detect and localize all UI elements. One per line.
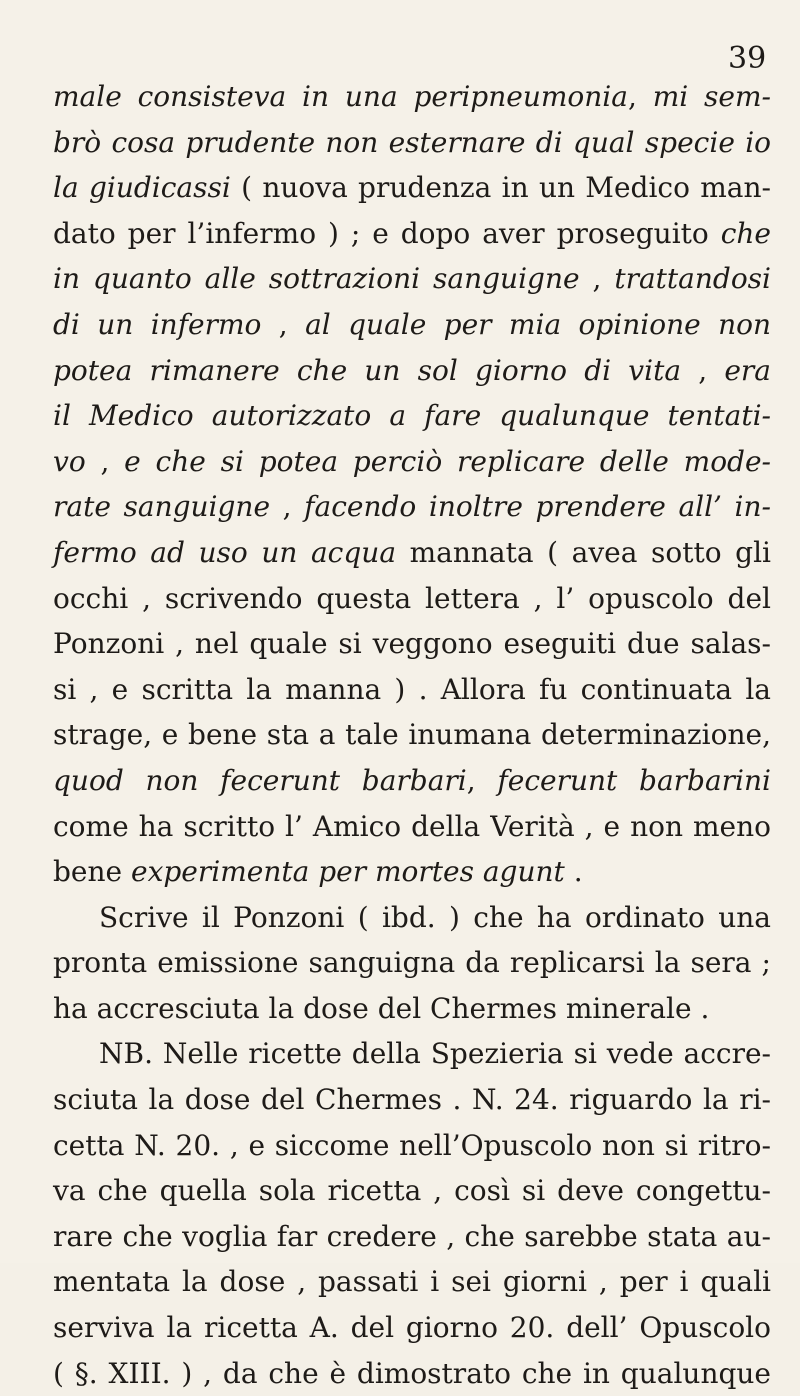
roman-text: . [564, 855, 583, 889]
text-line [53, 302, 771, 348]
text-line [53, 804, 771, 850]
text-line [53, 986, 771, 1032]
text-line [53, 576, 771, 622]
text-line [53, 484, 771, 530]
italic-text: trattandosi [614, 262, 772, 296]
roman-text: , [261, 307, 306, 341]
text-line [53, 712, 771, 758]
italic-text: rate sanguigne [53, 490, 271, 524]
text-line [53, 1123, 771, 1169]
roman-text: , [466, 763, 498, 797]
page-number: 39 [728, 41, 767, 76]
italic-text: brò cosa prudente non esternare di qual specie io [53, 125, 771, 159]
roman-text: , [681, 353, 725, 387]
roman-text: , [85, 444, 125, 478]
roman-text: va che quella sola ricetta , così si deve congettu- [53, 1174, 771, 1208]
text-line [53, 849, 771, 895]
roman-text: dato per l’infermo ) ; e dopo aver proseguito [53, 216, 721, 250]
roman-text: Scrive il Ponzoni ( ibd. ) che ha ordinato una [99, 900, 771, 934]
body-text [53, 74, 771, 1396]
text-line [53, 393, 771, 439]
text-line [53, 165, 771, 211]
roman-text: rare che voglia far credere , che sarebbe stata au- [53, 1219, 771, 1253]
roman-text: , [270, 490, 305, 524]
text-line [53, 439, 771, 485]
text-line [53, 895, 771, 941]
text-line [53, 256, 771, 302]
roman-text: serviva la ricetta A. del giorno 20. dell’ Opuscolo [53, 1311, 771, 1345]
italic-text: fermo ad uso un acqua [53, 535, 397, 569]
roman-text: bene [53, 855, 131, 889]
text-line [53, 1305, 771, 1351]
text-line [53, 940, 771, 986]
text-line [53, 74, 771, 120]
italic-text: male consisteva in una peripneumonia [53, 80, 628, 113]
italic-text: e che si potea perciò replicare delle mode- [124, 444, 772, 478]
italic-text: la giudicassi [53, 171, 231, 205]
text-line [53, 1077, 771, 1123]
italic-text: di un infermo [53, 307, 262, 341]
roman-text: ( nuova prudenza in un Medico man- [230, 171, 771, 205]
italic-text: il Medico autorizzato a fare qualunque tentati- [53, 399, 771, 433]
italic-text: fecerunt barbarini [497, 763, 771, 797]
text-line [53, 530, 771, 576]
text-line [53, 621, 771, 667]
roman-text: NB. Nelle ricette della Spezieria si vede accre- [99, 1037, 771, 1071]
text-line [53, 667, 771, 713]
text-line [53, 758, 771, 804]
italic-text: quod non fecerunt barbari [53, 763, 467, 797]
roman-text: come ha scritto l’ Amico della Verità , e non meno [53, 809, 771, 843]
roman-text: pronta emissione sanguigna da replicarsi la sera ; [53, 946, 771, 980]
text-line [53, 120, 771, 166]
italic-text: vo [53, 444, 86, 478]
text-line [53, 1351, 771, 1396]
roman-text: strage, e bene sta a tale inumana determinazione, [53, 718, 771, 752]
text-line [53, 1214, 771, 1260]
text-line [53, 211, 771, 257]
text-line [53, 1168, 771, 1214]
roman-text: cetta N. 20. , e siccome nell’Opuscolo non si ritro- [53, 1128, 771, 1162]
roman-text: Ponzoni , nel quale si veggono eseguiti due salas- [53, 627, 771, 661]
roman-text: si , e scritta la manna ) . Allora fu continuata la [53, 672, 771, 706]
italic-text: al quale per mia opinione non [305, 307, 772, 341]
roman-text: occhi , scrivendo questa lettera , l’ opuscolo del [53, 581, 771, 615]
text-line [53, 348, 771, 394]
italic-text: potea rimanere che un sol giorno di vita [53, 353, 682, 387]
roman-text: ha accresciuta la dose del Chermes minerale . [53, 991, 710, 1025]
text-line [53, 1031, 771, 1077]
roman-text: sciuta la dose del Chermes . N. 24. riguardo la ri- [53, 1083, 771, 1117]
italic-text: in quanto alle sottrazioni sanguigne [53, 262, 580, 296]
roman-text: ( §. XIII. ) , da che è dimostrato che in qualunque [53, 1356, 771, 1390]
italic-text: era [724, 353, 771, 387]
italic-text: mi sem- [652, 80, 771, 113]
roman-text: , [627, 80, 653, 113]
italic-text: experimenta per mortes agunt [131, 855, 565, 889]
text-line [53, 1259, 771, 1305]
italic-text: che [720, 216, 771, 250]
italic-text: facendo inoltre prendere all’ in- [304, 490, 772, 524]
roman-text: mentata la dose , passati i sei giorni , per i quali [53, 1265, 771, 1299]
roman-text: mannata ( avea sotto gli [396, 535, 772, 569]
roman-text: , [579, 262, 615, 296]
